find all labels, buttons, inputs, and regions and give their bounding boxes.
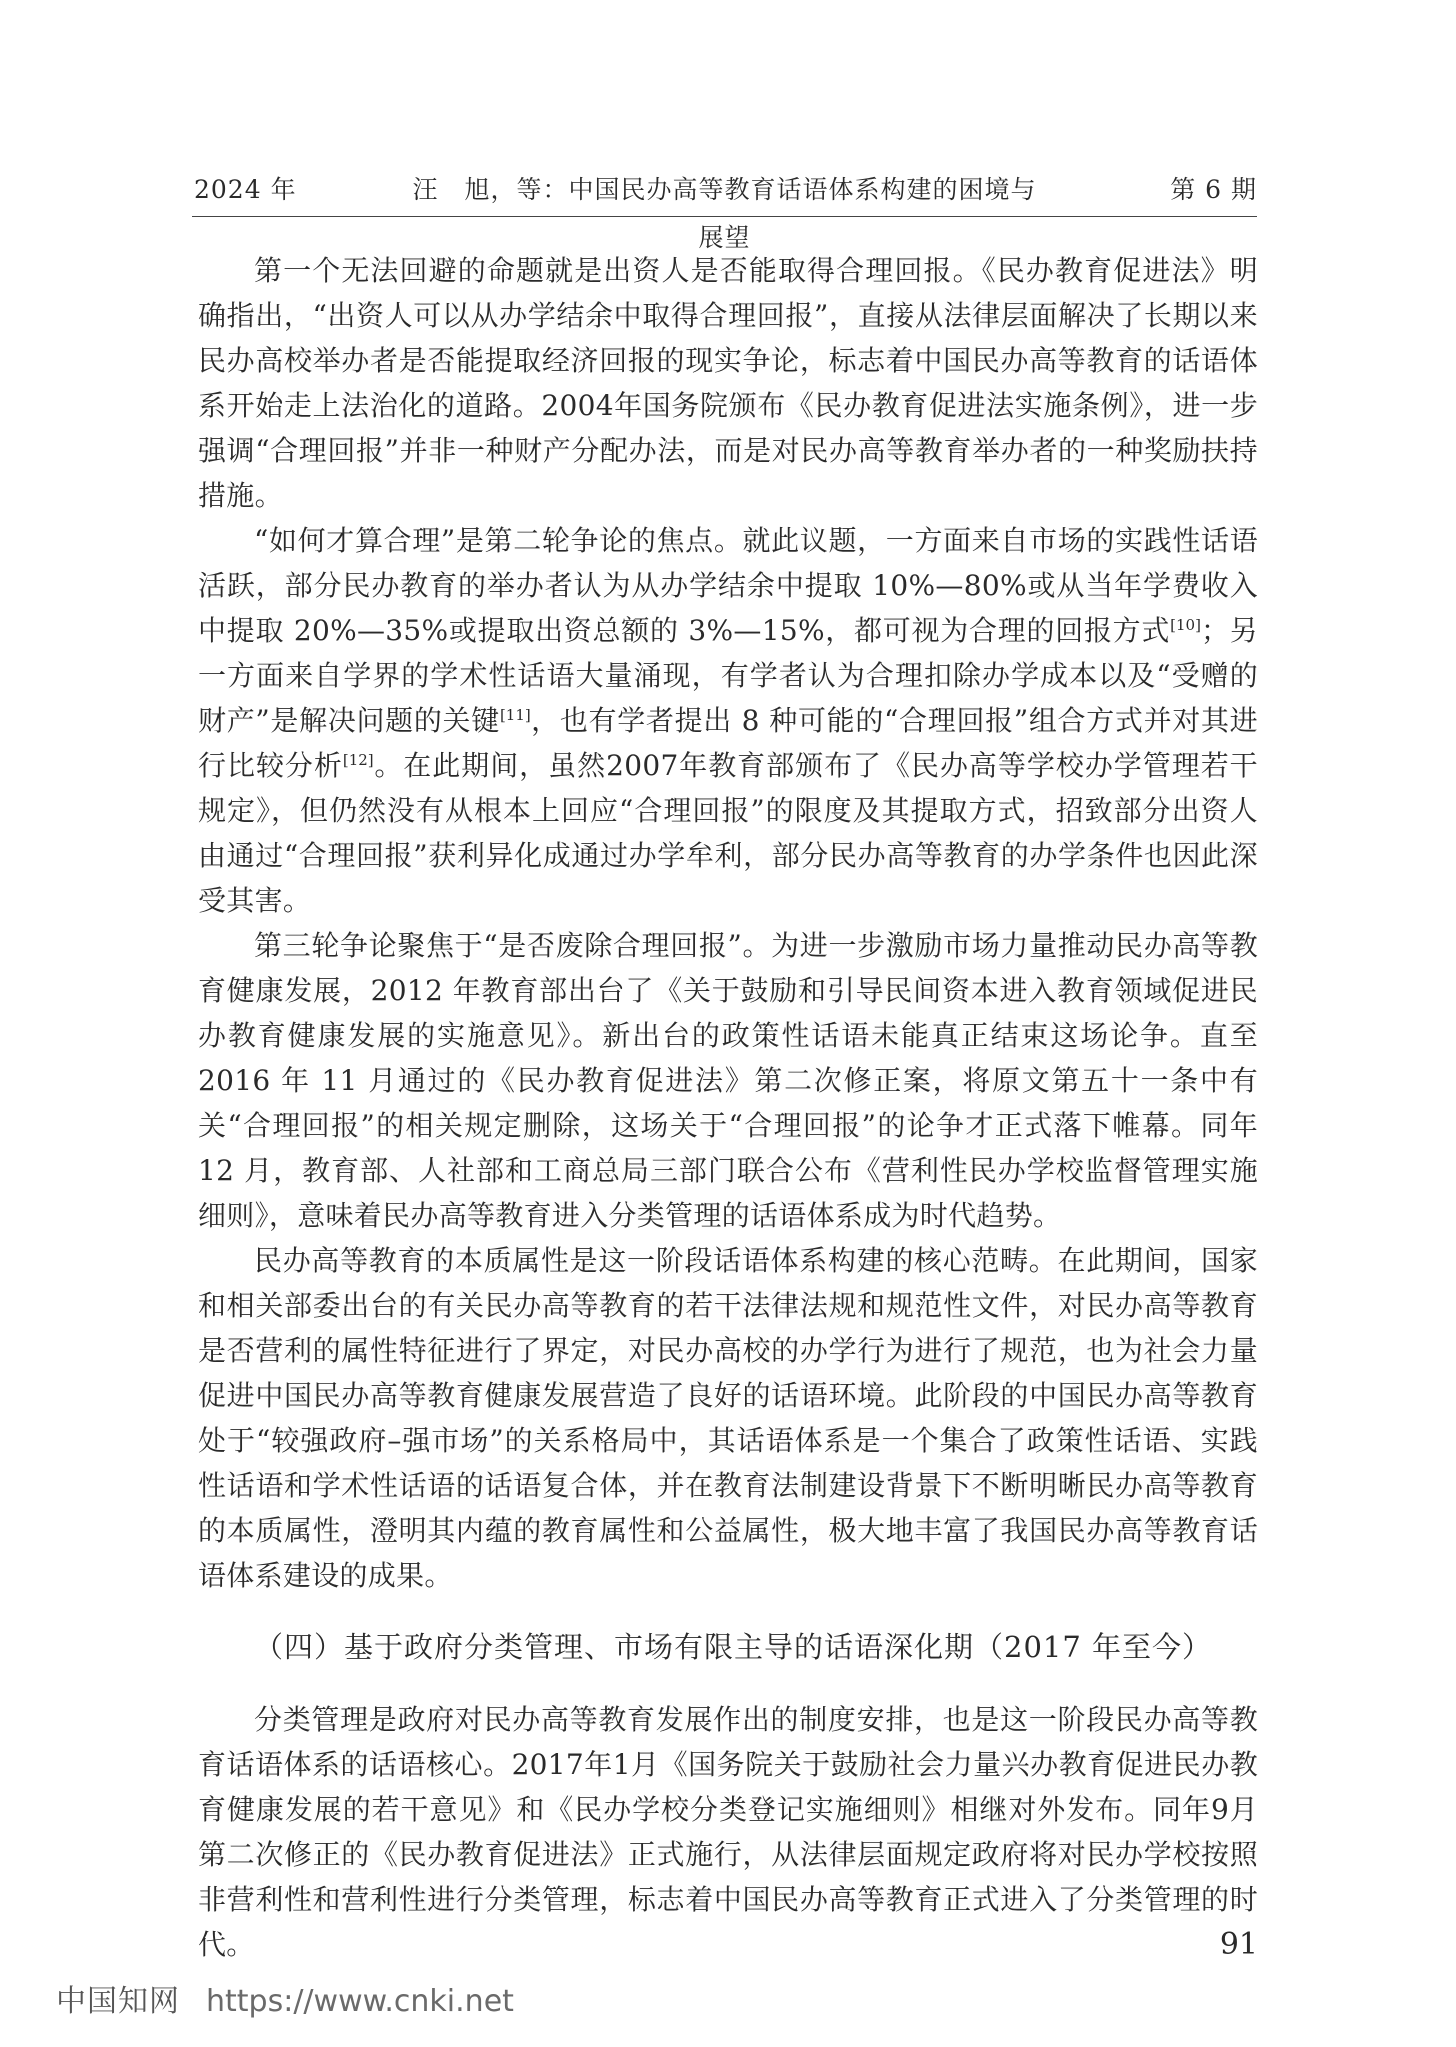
paragraph-text: 民办高等教育的本质属性是这一阶段话语体系构建的核心范畴。在此期间，国家和相关部委出台的有关民办高等教育的若干法律法规和规范性文件，对民办高等教育是否营利的属性特征进行了界定，对民办高校的办学行为进行了规范，也为社会力量促进中国民办高等教育健康发展营造了良好的话语环境。此阶段的中国民办高等教育处于“较强政府–强市场”的关系格局中，其话语体系是一个集合了政策性话语、实践性话语和学术性话语的话语复合体，并在教育法制建设背景下不断明晰民办高等教育的本质属性，澄明其内蕴的教育属性和公益属性，极大地丰富了我国民办高等教育话语体系建设的成果。 — [198, 1244, 1258, 1592]
body-paragraph — [198, 518, 1258, 923]
paragraph-text: “如何才算合理”是第二轮争论的焦点。就此议题，一方面来自市场的实践性话语活跃，部分民办教育的举办者认为从办学结余中提取 10%—80%或从当年学费收入中提取 20%—35%或提取出资总额的 3%—15%，都可视为合理的回报方式 — [198, 524, 1258, 647]
header-running-title: 汪 旭，等：中国民办高等教育话语体系构建的困境与展望 — [412, 175, 1037, 252]
body-paragraph — [198, 248, 1258, 518]
cnki-watermark — [56, 1980, 514, 2024]
paragraph-text: 第三轮争论聚焦于“是否废除合理回报”。为进一步激励市场力量推动民办高等教育健康发展，2012 年教育部出台了《关于鼓励和引导民间资本进入教育领域促进民办教育健康发展的实施意见》。新出台的政策性话语未能真正结束这场论争。直至 2016 年 11 月通过的《民办教育促进法》第二次修正案，将原文第五十一条中有关“合理回报”的相关规定删除，这场关于“合理回报”的论争才正式落下帷幕。同年 12 月，教育部、人社部和工商总局三部门联合公布《营利性民办学校监督管理实施细则》，意味着民办高等教育进入分类管理的话语体系成为时代趋势。 — [198, 929, 1258, 1232]
cnki-url-link[interactable]: https://www.cnki.net — [206, 1984, 514, 2019]
article-body — [198, 248, 1258, 1967]
paragraph-text: 。在此期间，虽然2007年教育部颁布了《民办高等学校办学管理若干规定》，但仍然没有从根本上回应“合理回报”的限度及其提取方式，招致部分出资人由通过“合理回报”获利异化成通过办学牟利，部分民办高等教育的办学条件也因此深受其害。 — [198, 749, 1258, 917]
citation-marker[interactable]: [10] — [1170, 616, 1201, 634]
paragraph-text: 第一个无法回避的命题就是出资人是否能取得合理回报。《民办教育促进法》明确指出，“出资人可以从办学结余中取得合理回报”，直接从法律层面解决了长期以来民办高校举办者是否能提取经济回报的现实争论，标志着中国民办高等教育的话语体系开始走上法治化的道路。2004年国务院颁布《民办教育促进法实施条例》，进一步强调“合理回报”并非一种财产分配办法，而是对民办高等教育举办者的一种奖励扶持措施。 — [198, 254, 1258, 512]
citation-marker[interactable]: [12] — [342, 751, 374, 769]
closing-paragraph: 分类管理是政府对民办高等教育发展作出的制度安排，也是这一阶段民办高等教育话语体系的话语核心。2017年1月《国务院关于鼓励社会力量兴办教育促进民办教育健康发展的若干意见》和《民办学校分类登记实施细则》相继对外发布。同年9月第二次修正的《民办教育促进法》正式施行，从法律层面规定政府将对民办学校按照非营利性和营利性进行分类管理，标志着中国民办高等教育正式进入了分类管理的时代。 — [198, 1703, 1258, 1961]
running-header — [192, 166, 1257, 252]
paragraphs-before-heading — [198, 248, 1258, 1598]
citation-marker[interactable]: [11] — [499, 706, 531, 724]
header-rule — [192, 216, 1257, 217]
cnki-logo-text: 中国知网 — [56, 1984, 180, 2019]
header-issue: 第 6 期 — [1170, 175, 1257, 204]
header-year: 2024 年 — [194, 175, 297, 204]
paragraph-text: ，也有学者提出 8 种可能的“合理回报”组合方式并对其进行比较分析 — [198, 704, 1258, 782]
body-paragraph — [198, 923, 1258, 1238]
body-paragraph — [198, 1238, 1258, 1598]
section-heading: （四）基于政府分类管理、市场有限主导的话语深化期（2017 年至今） — [254, 1630, 1213, 1664]
page-number: 91 — [1219, 1927, 1258, 1962]
paragraph-text: ；另一方面来自学界的学术性话语大量涌现，有学者认为合理扣除办学成本以及“受赠的财产”是解决问题的关键 — [198, 614, 1258, 737]
